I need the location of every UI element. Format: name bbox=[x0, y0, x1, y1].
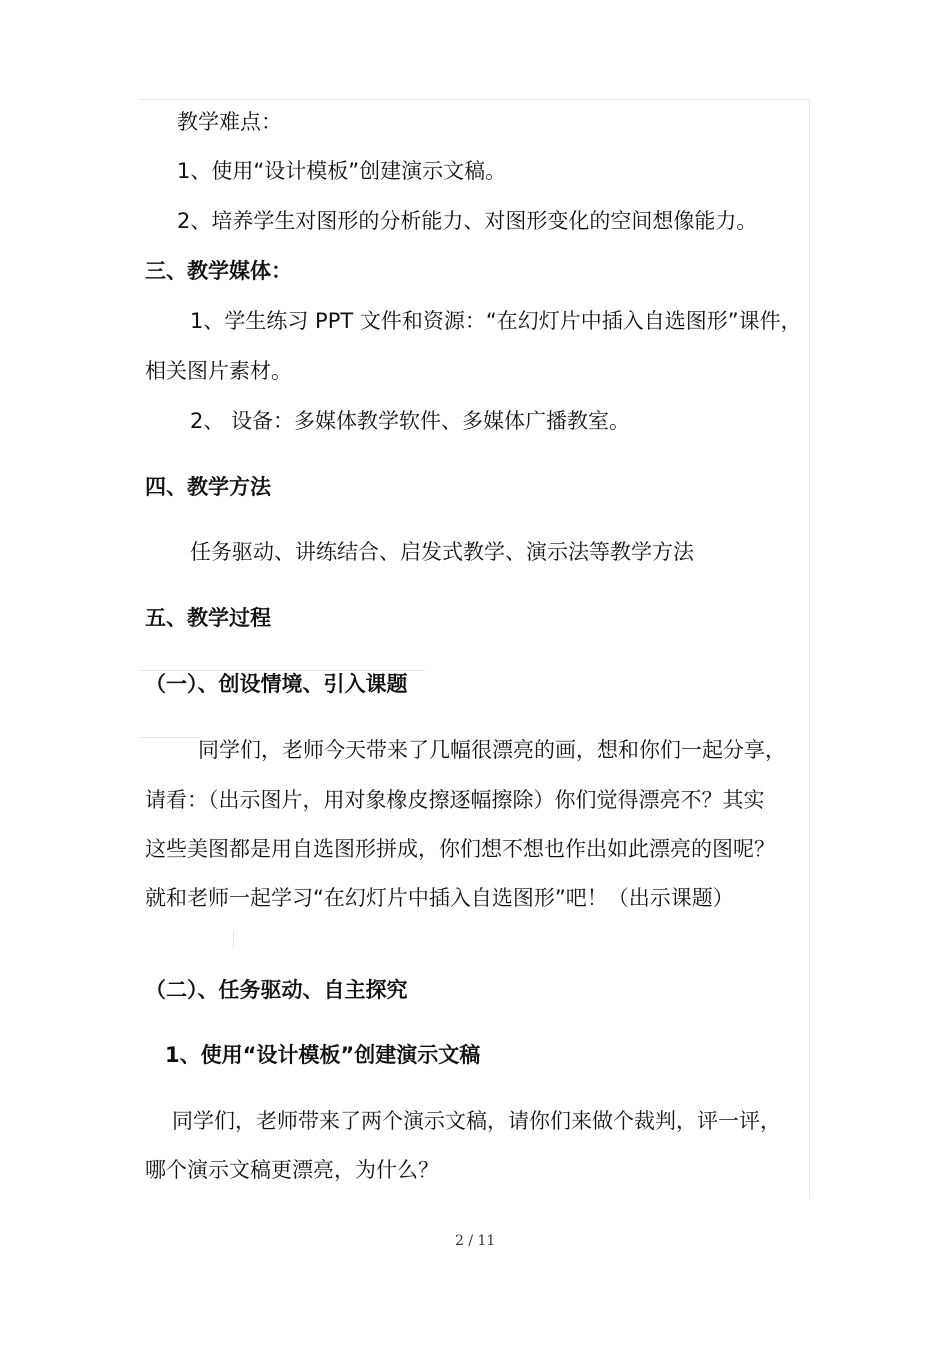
media-title: 三、教学媒体： bbox=[145, 259, 292, 283]
method-text: 任务驱动、讲练结合、启发式教学、演示法等教学方法 bbox=[190, 540, 694, 564]
difficulty-item-1: 1、使用“设计模板”创建演示文稿。 bbox=[177, 159, 507, 183]
top-rule bbox=[140, 99, 810, 100]
right-rule bbox=[809, 99, 810, 1199]
difficulty-title: 教学难点： bbox=[177, 110, 282, 134]
paragraph-top-rule bbox=[140, 737, 200, 738]
part1-paragraph-line3: 这些美图都是用自选图形拼成，你们想不想也作出如此漂亮的图呢？ bbox=[145, 837, 775, 861]
difficulty-item-2: 2、培养学生对图形的分析能力、对图形变化的空间想像能力。 bbox=[177, 209, 758, 233]
part1-paragraph-line2: 请看：（出示图片，用对象橡皮擦逐幅擦除）你们觉得漂亮不？其实 bbox=[145, 788, 765, 812]
page-number: 2 / 11 bbox=[455, 1233, 496, 1249]
part1-paragraph-line4: 就和老师一起学习“在幻灯片中插入自选图形”吧！（出示课题） bbox=[145, 886, 734, 910]
part2-title: （二）、任务驱动、自主探究 bbox=[145, 978, 408, 1002]
media-item-1-line1: 1、学生练习 PPT 文件和资源：“在幻灯片中插入自选图形”课件， bbox=[190, 309, 802, 333]
method-title: 四、教学方法 bbox=[145, 475, 271, 499]
part1-title: （一）、创设情境、引入课题 bbox=[145, 672, 408, 696]
part1-paragraph-line1: 同学们，老师今天带来了几幅很漂亮的画，想和你们一起分享， bbox=[198, 738, 786, 762]
media-item-2: 2、 设备：多媒体教学软件、多媒体广播教室。 bbox=[190, 409, 631, 433]
process-title: 五、教学过程 bbox=[145, 606, 271, 630]
task1-title: 1、使用“设计模板”创建演示文稿 bbox=[165, 1043, 481, 1067]
leftover-rule bbox=[233, 930, 234, 948]
media-item-1-line2: 相关图片素材。 bbox=[145, 359, 292, 383]
part1-top-rule bbox=[140, 670, 425, 671]
task1-paragraph-line2: 哪个演示文稿更漂亮，为什么？ bbox=[145, 1158, 439, 1182]
task1-paragraph-line1: 同学们，老师带来了两个演示文稿，请你们来做个裁判，评一评， bbox=[172, 1109, 781, 1133]
